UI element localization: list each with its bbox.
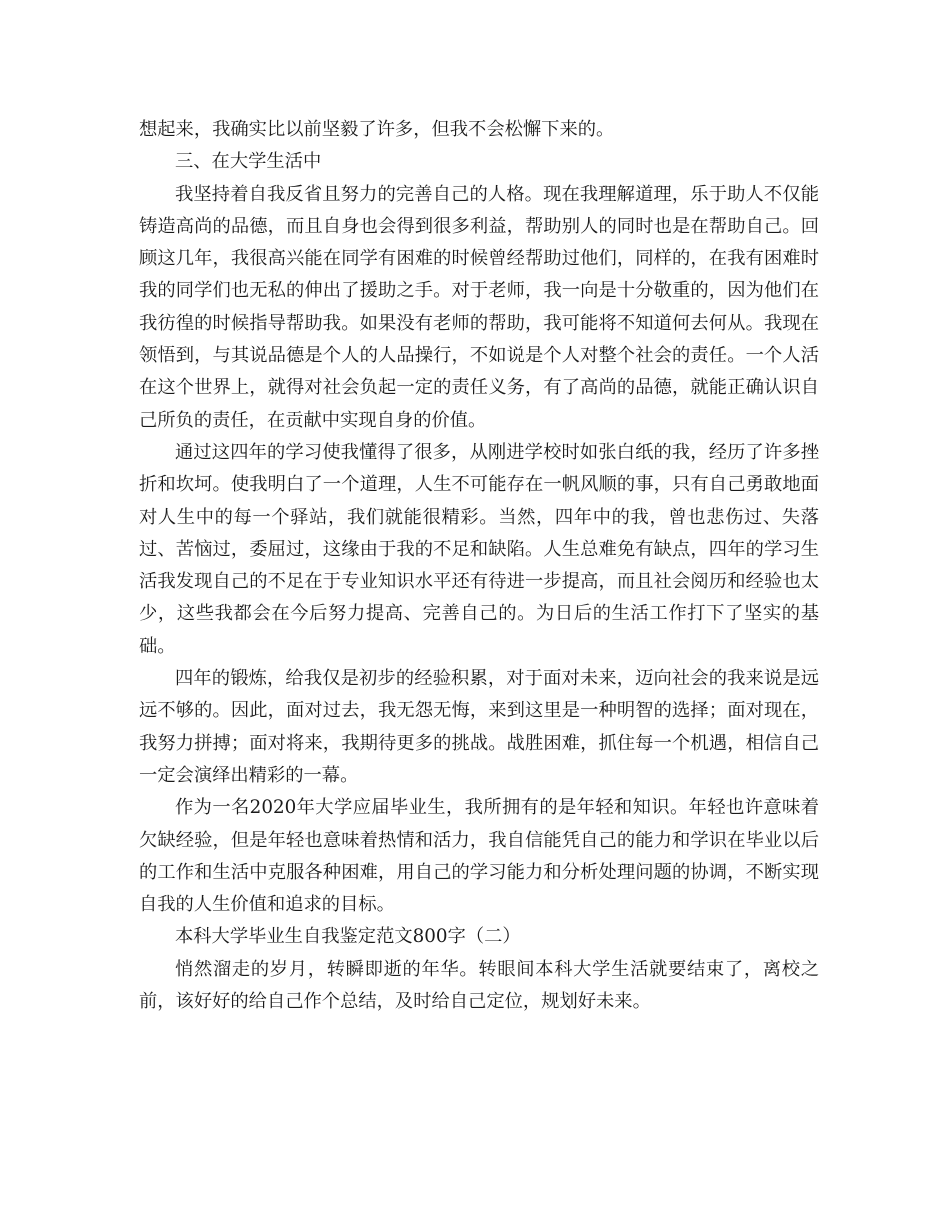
paragraph: 作为一名2020年大学应届毕业生，我所拥有的是年轻和知识。年轻也许意味着欠缺经验，但是年轻也意味着热情和活力，我自信能凭自己的能力和学识在毕业以后的工作和生活中克服各种困难，用自己的学习能力和分析处理问题的协调，不断实现自我的人生价值和追求的目标。 bbox=[139, 797, 819, 916]
paragraph: 我坚持着自我反省且努力的完善自己的人格。现在我理解道理，乐于助人不仅能铸造高尚的品德，而且自身也会得到很多利益，帮助别人的同时也是在帮助自己。回顾这几年，我很高兴能在同学有困难的时候曾经帮助过他们，同样的，在我有困难时我的同学们也无私的伸出了援助之手。对于老师，我一向是十分敬重的，因为他们在我彷徨的时候指导帮助我。如果没有老师的帮助，我可能将不知道何去何从。我现在领悟到，与其说品德是个人的人品操行，不如说是个人对整个社会的责任。一个人活在这个世界上，就得对社会负起一定的责任义务，有了高尚的品德，就能正确认识自己所负的责任，在贡献中实现自身的价值。 bbox=[139, 183, 819, 431]
document-body bbox=[139, 114, 819, 1018]
paragraph: 通过这四年的学习使我懂得了很多，从刚进学校时如张白纸的我，经历了许多挫折和坎坷。使我明白了一个道理，人生不可能存在一帆风顺的事，只有自己勇敢地面对人生中的每一个驿站，我们就能很精彩。当然，四年中的我，曾也悲伤过、失落过、苦恼过，委屈过，这缘由于我的不足和缺陷。人生总难免有缺点，四年的学习生活我发现自己的不足在于专业知识水平还有待进一步提高，而且社会阅历和经验也太少，这些我都会在今后努力提高、完善自己的。为日后的生活工作打下了坚实的基础。 bbox=[139, 441, 819, 657]
section-heading: 三、在大学生活中 bbox=[175, 151, 322, 173]
paragraph: 悄然溜走的岁月，转瞬即逝的年华。转眼间本科大学生活就要结束了，离校之前，该好好的给自己作个总结，及时给自己定位，规划好未来。 bbox=[139, 958, 819, 1013]
paragraph: 四年的锻炼，给我仅是初步的经验积累，对于面对未来，迈向社会的我来说是远远不够的。因此，面对过去，我无怨无悔，来到这里是一种明智的选择；面对现在，我努力拼搏；面对将来，我期待更多的挑战。战胜困难，抓住每一个机遇，相信自己一定会演绎出精彩的一幕。 bbox=[139, 668, 819, 786]
paragraph-continuation: 想起来，我确实比以前坚毅了许多，但我不会松懈下来的。 bbox=[139, 119, 615, 140]
article-subtitle: 本科大学毕业生自我鉴定范文800字（二） bbox=[175, 926, 521, 948]
